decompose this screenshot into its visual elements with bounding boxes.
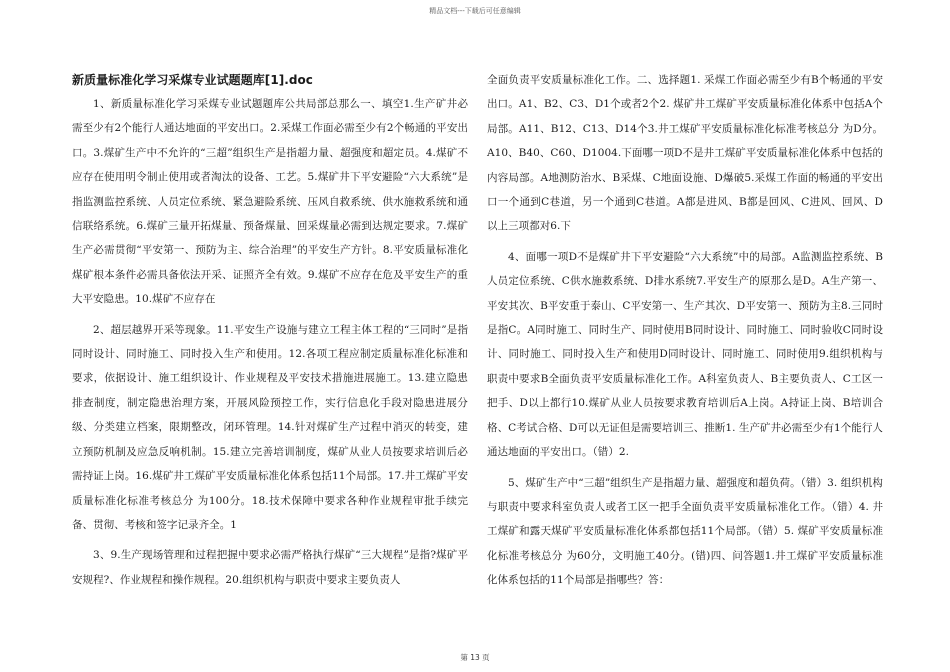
paragraph: 2、超层越界开采等现象。11.平安生产设施与建立工程主体工程的“三同时”是指同时设计、同时施工、同时投入生产和使用。12.各项工程应制定质量标准化标准和要求，依据设计、施工组织设计、作业规程及平安技术措施进展施工。13.建立隐患排查制度，制定隐患治理方案，开展风险预控工作，实行信息化手段对隐患进展分级、分类建立档案，限期整改，闭环管理。14.针对煤矿生产过程中消灭的转变，建立预防机制及应急反响机制。15.建立完善培训制度，煤矿从业人员按要求培训后必需持证上岗。16.煤矿井工煤矿平安质量标准化体系包括11个局部。17.井工煤矿平安质量标准化标准考核总分 为100分。18.技术保障中要求各种作业规程审批手续完备、贯彻、考核和签字记录齐全。1 xyxy=(72,323,468,531)
left-column xyxy=(72,68,468,598)
document-title: 新质量标准化学习采煤专业试题题库[1].doc xyxy=(72,73,313,87)
right-column xyxy=(487,68,883,599)
paragraph: 3、9.生产现场管理和过程把握中要求必需严格执行煤矿“三大规程”是指?煤矿平安规程?、作业规程和操作规程。20.组织机构与职责中要求主要负责人 xyxy=(72,549,468,586)
header-note: 精品文档---下载后可任意编辑 xyxy=(429,7,521,15)
page-number: 第 13 页 xyxy=(460,653,490,662)
paragraph: 5、煤矿生产中“三超”组织生产是指超力量、超强度和超负荷。（错）3. 组织机构与职责中要求科室负责人或者工区一把手全面负责平安质量标准化工作。（错）4. 井工煤矿和露天煤矿平安质量标准化体系都包括11个局部。（错）5. 煤矿平安质量标准化标准考核总分 为60分，文明施工40分。(错)四、问答题1.井工煤矿平安质量标准化体系包括的11个局部是指哪些？答： xyxy=(487,476,883,587)
paragraph: 1、新质量标准化学习采煤专业试题题库公共局部总那么一、填空1.生产矿井必需至少有2个能行人通达地面的平安出口。2.采煤工作面必需至少有2个畅通的平安出口。3.煤矿生产中不允许的“三超”组织生产是指超力量、超强度和超定员。4.煤矿不应存在使用明令制止使用或者淘汰的设备、工艺。5.煤矿井下平安避险“六大系统”是指监测监控系统、人员定位系统、紧急避险系统、压风自救系统、供水施救系统和通信联络系统。6.煤矿三量开拓煤量、预备煤量、回采煤量必需到达规定要求。7.煤矿生产必需贯彻“平安第一、预防为主、综合治理”的平安生产方针。8.平安质量标准化煤矿根本条件必需具备依法开采、证照齐全有效。9.煤矿不应存在危及平安生产的重大平安隐患。10.煤矿不应存在 xyxy=(72,98,468,306)
paragraph: 全面负责平安质量标准化工作。二、选择题1. 采煤工作面必需至少有B个畅通的平安出口。A1、B2、C3、D1个或者2个2. 煤矿井工煤矿平安质量标准化体系中包括A个局部。A11、B12、C13、D14个3.井工煤矿平安质量标准化标准考核总分 为D分。A10、B40、C60、D1004.下面哪一项D不是井工煤矿平安质量标准化体系中包括的内容局部。A地测防治水、B采煤、C地面设施、D爆破5.采煤工作面的畅通的平安出口一个通到C巷道，另一个通到C巷道。A都是进风、B都是回风、C进风、回风、D以上三项都对6.下 xyxy=(487,74,883,233)
paragraph: 4、面哪一项D不是煤矿井下平安避险“六大系统”中的局部。A监测监控系统、B人员定位系统、C供水施救系统、D排水系统7.平安生产的原那么是D。A生产第一、平安其次、B平安重于泰山、C平安第一、生产其次、D平安第一、预防为主8.三同时是指C。A同时施工、同时生产、同时使用B同时设计、同时施工、同时验收C同时设计、同时施工、同时投入生产和使用D同时设计、同时施工、同时使用9.组织机构与职责中要求B全面负责平安质量标准化工作。A科室负责人、B主要负责人、C工区一把手、D以上都行10.煤矿从业人员按要求教育培训后A上岗。A持证上岗、B培训合格、C考试合格、D可以无证但是需要培训三、推断1. 生产矿井必需至少有1个能行人通达地面的平安出口。（错）2. xyxy=(487,250,883,459)
